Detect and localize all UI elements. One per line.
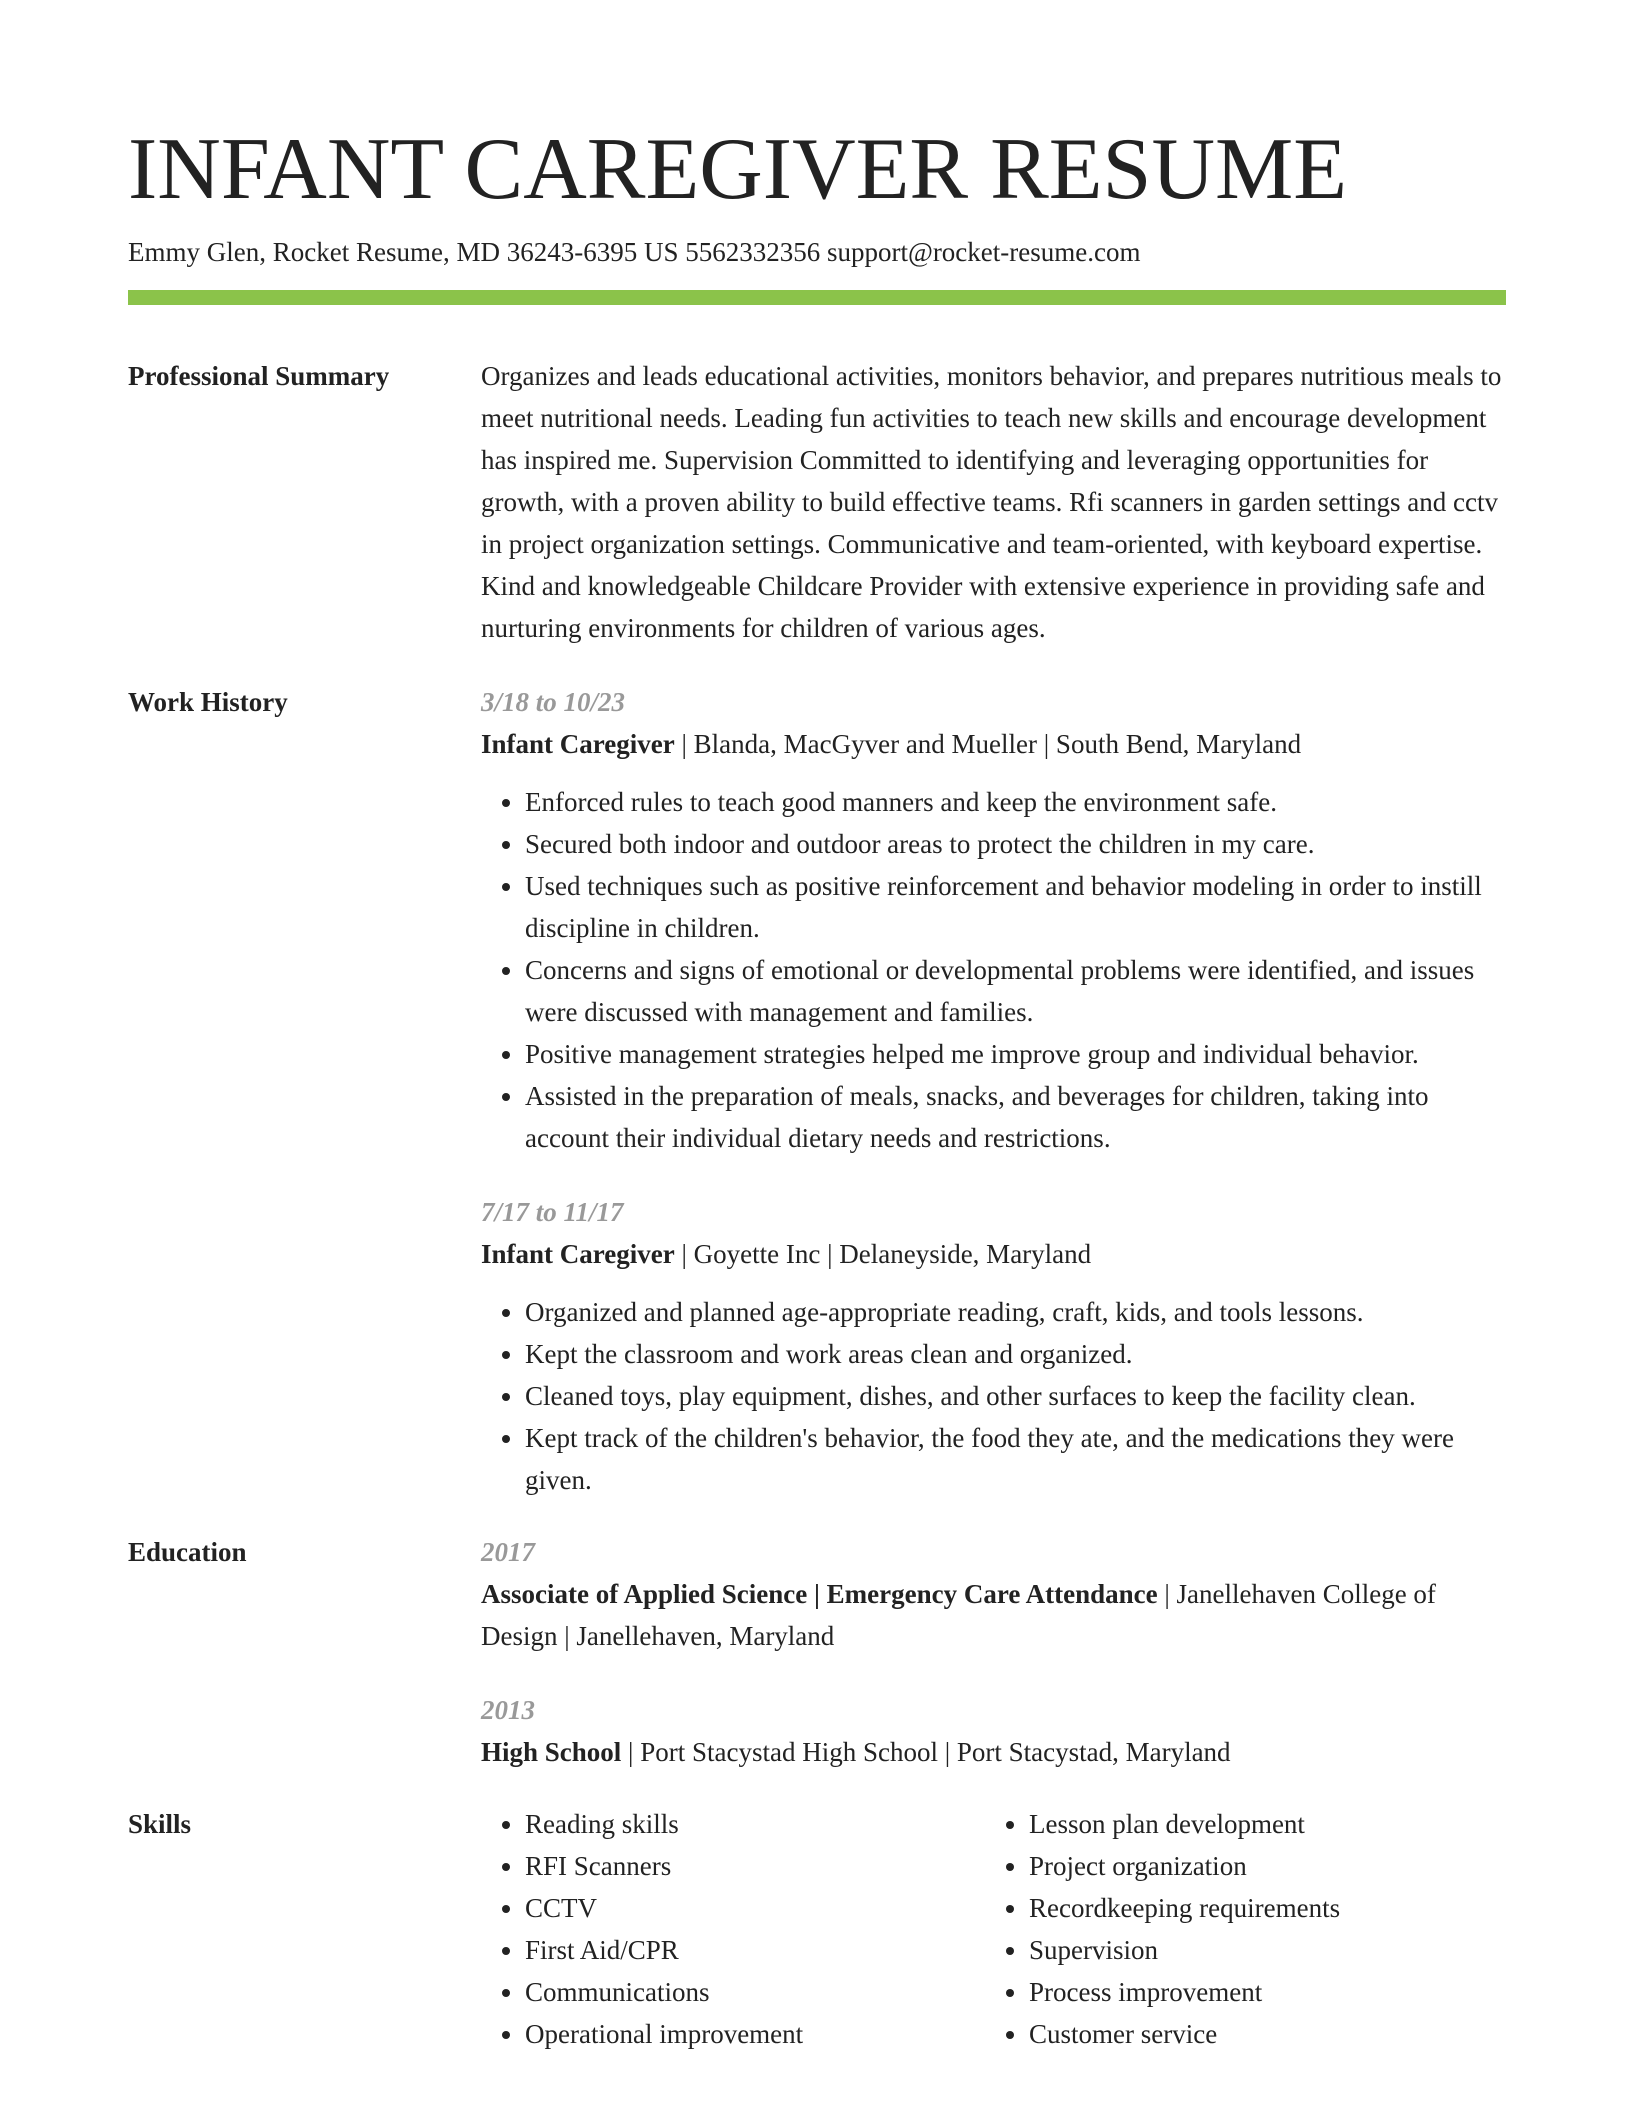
job-duty: • Used techniques such as positive reinforcement and behavior modeling in order to instill discipline in children. <box>525 865 1506 949</box>
job-duty: • Kept track of the children's behavior, the food they ate, and the medications they were given. <box>525 1417 1506 1501</box>
job-duty: • Concerns and signs of emotional or developmental problems were identified, and issues were discussed with management and families. <box>525 949 1506 1033</box>
job-heading <box>481 1233 1506 1275</box>
job-details: | Blanda, MacGyver and Mueller | South Bend, Maryland <box>674 729 1302 759</box>
job-title: Infant Caregiver <box>481 729 675 759</box>
job-duty: • Kept the classroom and work areas clean and organized. <box>525 1333 1506 1375</box>
skill-item: • Lesson plan development <box>1029 1803 1489 1845</box>
job-entry <box>481 681 1506 1159</box>
skills-section <box>128 1803 1506 2055</box>
section-label-skills: Skills <box>128 1809 192 1839</box>
work-history-body <box>481 681 1506 1501</box>
skill-item: • Supervision <box>1029 1929 1489 1971</box>
job-duty: • Positive management strategies helped me improve group and individual behavior. <box>525 1033 1506 1075</box>
education-entry <box>481 1689 1506 1773</box>
section-label-summary: Professional Summary <box>128 361 390 391</box>
skill-item: • Operational improvement <box>525 2013 985 2055</box>
job-details: | Goyette Inc | Delaneyside, Maryland <box>674 1239 1092 1269</box>
resume-page <box>128 118 1506 2055</box>
education-degree: High School <box>481 1737 622 1767</box>
education-section <box>128 1531 1506 1773</box>
skill-item: • First Aid/CPR <box>525 1929 985 1971</box>
education-details: | Port Stacystad High School | Port Stacystad, Maryland <box>621 1737 1231 1767</box>
education-heading <box>481 1573 1506 1657</box>
section-label-education: Education <box>128 1537 247 1567</box>
education-details: | Janellehaven College of Design | Janellehaven, Maryland <box>481 1579 1436 1651</box>
skill-item: • Customer service <box>1029 2013 1489 2055</box>
skill-item: • Recordkeeping requirements <box>1029 1887 1489 1929</box>
education-entry <box>481 1531 1506 1657</box>
accent-divider <box>128 290 1506 305</box>
skills-list-right <box>985 1803 1489 2055</box>
work-history-section <box>128 681 1506 1501</box>
skill-item: • Communications <box>525 1971 985 2013</box>
job-dates: 3/18 to 10/23 <box>481 687 626 717</box>
job-duties-list <box>481 781 1506 1159</box>
summary-section <box>128 355 1506 649</box>
job-duty: • Organized and planned age-appropriate reading, craft, kids, and tools lessons. <box>525 1291 1506 1333</box>
skill-item: • RFI Scanners <box>525 1845 985 1887</box>
job-heading <box>481 723 1506 765</box>
job-title: Infant Caregiver <box>481 1239 675 1269</box>
job-duty: • Secured both indoor and outdoor areas to protect the children in my care. <box>525 823 1506 865</box>
resume-title: INFANT CAREGIVER RESUME <box>128 121 1348 218</box>
skill-item: • Reading skills <box>525 1803 985 1845</box>
job-dates: 7/17 to 11/17 <box>481 1197 624 1227</box>
skill-item: • Project organization <box>1029 1845 1489 1887</box>
job-entry <box>481 1191 1506 1501</box>
job-duty: • Cleaned toys, play equipment, dishes, and other surfaces to keep the facility clean. <box>525 1375 1506 1417</box>
job-duties-list <box>481 1291 1506 1501</box>
education-year: 2013 <box>481 1695 535 1725</box>
education-year: 2017 <box>481 1537 535 1567</box>
education-body <box>481 1531 1506 1773</box>
summary-text: Organizes and leads educational activities, monitors behavior, and prepares nutritious meals to meet nutritional needs. Leading fun activities to teach new skills and encourage development has inspired me. Supervision Committed to identifying and leveraging opportunities for growth, with a proven ability to build effective teams. Rfi scanners in garden settings and cctv in project organization settings. Communicative and team-oriented, with keyboard expertise. Kind and knowledgeable Childcare Provider with extensive experience in providing safe and nurturing environments for children of various ages. <box>481 361 1502 643</box>
section-label-work-history: Work History <box>128 687 288 717</box>
skill-item: • CCTV <box>525 1887 985 1929</box>
education-degree: Associate of Applied Science | Emergency Care Attendance <box>481 1579 1158 1609</box>
job-duty: • Assisted in the preparation of meals, snacks, and beverages for children, taking into account their individual dietary needs and restrictions. <box>525 1075 1506 1159</box>
skills-body <box>481 1803 1506 2055</box>
job-duty: • Enforced rules to teach good manners and keep the environment safe. <box>525 781 1506 823</box>
skill-item: • Process improvement <box>1029 1971 1489 2013</box>
contact-line: Emmy Glen, Rocket Resume, MD 36243-6395 US 5562332356 support@rocket-resume.com <box>128 237 1141 267</box>
education-heading <box>481 1731 1506 1773</box>
skills-list-left <box>481 1803 985 2055</box>
skills-columns <box>481 1803 1506 2055</box>
